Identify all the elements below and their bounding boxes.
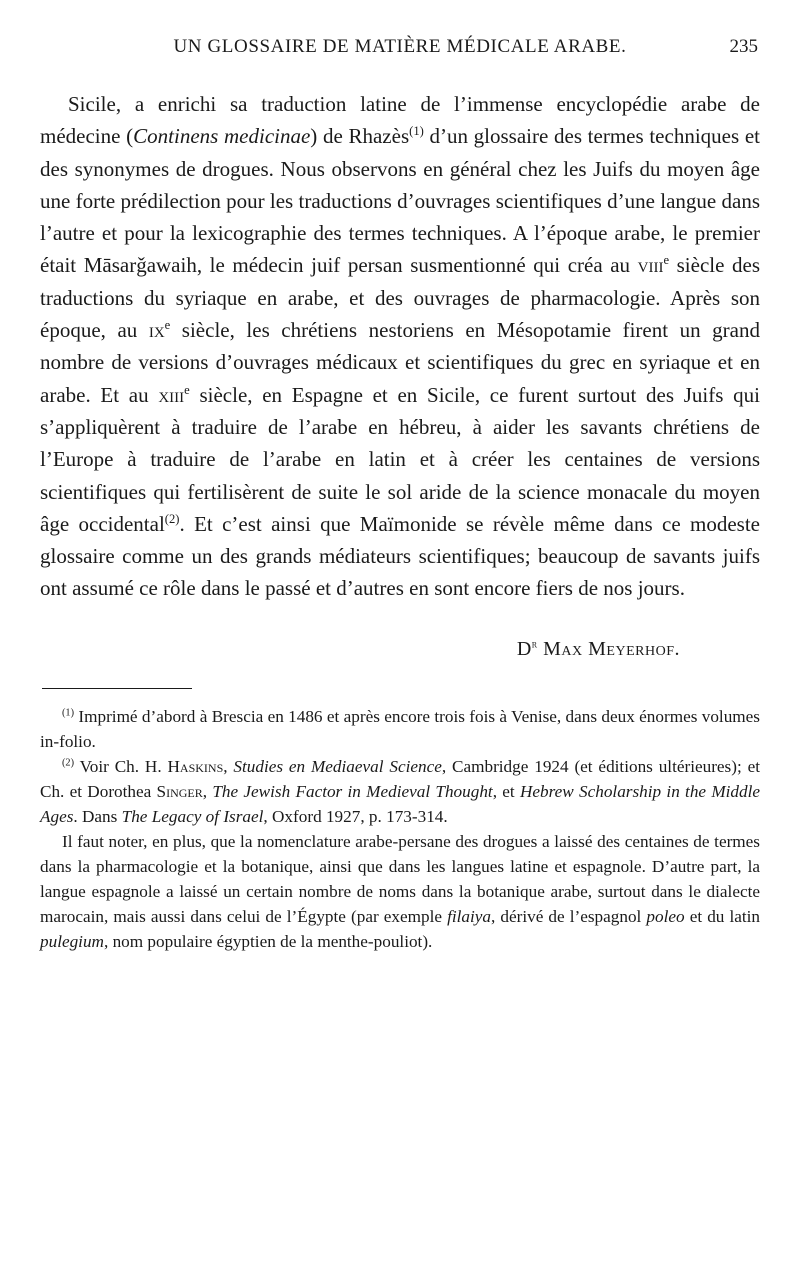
century-numeral: xiii (158, 382, 185, 407)
footnote-text: et du latin (684, 907, 761, 926)
body-text-run: siècle, en Espagne et en Sicile, ce furent surtout des Juifs qui s’appliquèrent à traduire de l’arabe en hébreu, à aider les savants chrétiens de l’Europe à traduire de l’arabe en latin et à créer les centaines de versions scientifiques qui fertilisèrent de suite le sol aride de la science monacale du moyen âge occidental (40, 382, 760, 536)
body-paragraph (40, 88, 760, 605)
century-numeral: ix (148, 318, 165, 343)
author-name: Haskins (167, 757, 224, 776)
title-continens: Continens medicinae (133, 124, 311, 149)
ordinal-suffix: e (164, 318, 171, 333)
footnotes (40, 704, 760, 954)
term-italic: poleo (646, 907, 685, 926)
footnote-1 (40, 704, 760, 754)
century-numeral: viii (637, 253, 664, 278)
book-title: Studies en Mediaeval Science (233, 757, 442, 776)
footnote-divider (42, 688, 192, 689)
footnote-text: Il faut noter, en plus, que la nomenclature arabe-persane des drogues a laissé des centaines de termes dans la pharmacologie et la botanique, ainsi que dans les langues latine et espagnole. D’autre part, la langue espagnole a laissé un certain nombre de noms dans la botanique arabe, surtout dans le dialecte marocain, mais aussi dans celui de l’Égypte (par exemple (40, 832, 760, 926)
footnote-2-continuation (40, 829, 760, 954)
footnote-text: , Oxford 1927, p. 173-314. (263, 807, 448, 826)
book-title: The Legacy of Israel (121, 807, 264, 826)
footnote-text: , Cambridge 1924 (et éditions ultérieures); et Ch. et Dorothea (40, 757, 761, 801)
body-text-run: Sicile, a enrichi sa traduction latine de l’immense encyclopédie arabe de médecine ( (40, 92, 760, 149)
author-name: Singer (156, 782, 203, 801)
signature-name: Max Meyerhof. (537, 638, 680, 660)
page-number: 235 (729, 36, 758, 57)
body-text-run: ) de Rhazès (310, 124, 410, 149)
footnote-text: , dérivé de l’espagnol (491, 907, 647, 926)
ordinal-suffix: e (663, 253, 670, 268)
running-header (40, 36, 760, 66)
signature-title: D (516, 638, 532, 660)
body-text-run: siècle des traductions du syriaque en arabe, et des ouvrages de pharmacologie. Après son époque, au (40, 253, 761, 343)
ordinal-suffix: e (184, 382, 190, 397)
footnote-text: , nom populaire égyptien de la menthe-pouliot). (103, 932, 433, 951)
footnote-text: , (223, 757, 234, 776)
footnote-mark: (1) (62, 707, 75, 719)
book-title: The Jewish Factor in Medieval Thought (212, 782, 493, 801)
term-italic: pulegium (40, 932, 104, 951)
footnote-text: . Dans (73, 807, 122, 826)
signature-title-suffix: r (531, 636, 538, 651)
footnote-text: Voir Ch. H. (74, 757, 168, 776)
footnote-text: , (202, 782, 213, 801)
footnote-text: Imprimé d’abord à Brescia en 1486 et après encore trois fois à Venise, dans deux énormes volumes in-folio. (40, 707, 760, 751)
body-text-run: siècle, les chrétiens nestoriens en Mésopotamie firent un grand nombre de versions d’ouvrages médicaux et scientifiques du grec en syriaque et en arabe. Et au (40, 318, 760, 407)
book-title: Hebrew Scholarship in the Middle Ages (40, 782, 761, 826)
author-signature (517, 638, 680, 661)
footnote-2 (40, 754, 760, 829)
body-text-run: . Et c’est ainsi que Maïmonide se révèle même dans ce modeste glossaire comme un des grands médiateurs scientifiques; beaucoup de savants juifs ont assumé ce rôle dans le passé et d’autres en sont encore fiers de nos jours. (40, 511, 760, 601)
footnote-ref-1: (1) (409, 124, 424, 139)
footnote-text: , et (492, 782, 520, 801)
running-title: UN GLOSSAIRE DE MATIÈRE MÉDICALE ARABE. (173, 36, 627, 57)
footnote-mark: (2) (62, 757, 75, 769)
term-italic: filaiya (447, 907, 491, 926)
body-text-run: d’un glossaire des termes techniques et des synonymes de drogues. Nous observons en général chez les Juifs du moyen âge une forte prédilection pour les traductions d’ouvrages scientifiques d’une langue dans l’autre et pour la lexicographie des termes techniques. A l’époque arabe, le premier était Māsarǧawaih, le médecin juif persan susmentionné qui créa au (40, 124, 760, 278)
footnote-ref-2: (2) (164, 511, 180, 526)
